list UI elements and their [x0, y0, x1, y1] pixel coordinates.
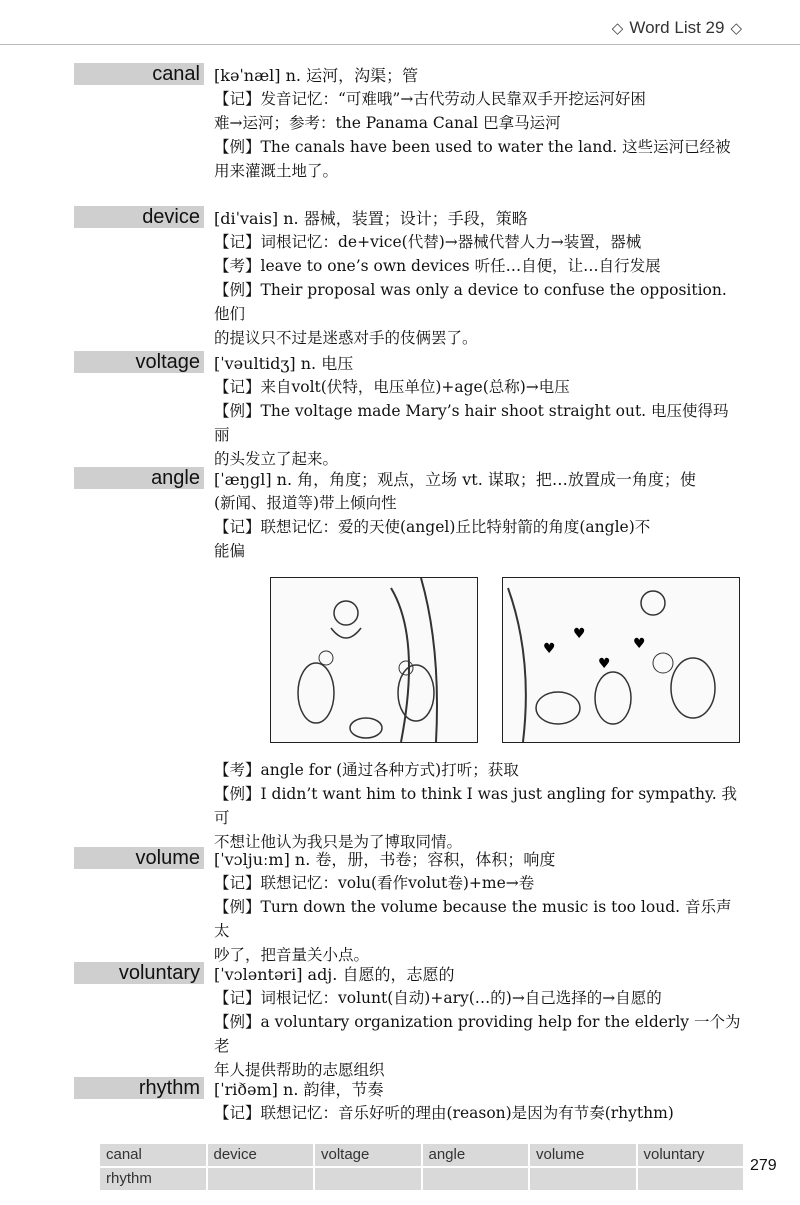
entry-line: 的提议只不过是迷惑对手的伎俩罢了。: [214, 329, 478, 347]
entry-line: 的头发立了起来。: [214, 450, 339, 468]
page-number: 279: [750, 1157, 777, 1174]
headword: canal: [152, 63, 200, 85]
entry-voltage: [0, 349, 800, 471]
cartoon-left-panel: [270, 577, 478, 743]
entry-line: 【例】a voluntary organization providing help for the elderly 一个为老: [214, 1013, 741, 1055]
entry-line: 不想让他认为我只是为了博取同情。: [214, 833, 463, 851]
header-divider: [0, 44, 800, 45]
pronunciation-definition: [ˈvɔləntəri] adj. 自愿的，志愿的: [214, 964, 455, 984]
word-bar: [74, 351, 204, 373]
svg-text:♥: ♥: [573, 626, 586, 642]
svg-text:♥: ♥: [633, 636, 646, 652]
entry-line: 用来灌溉土地了。: [214, 162, 339, 180]
pronunciation-definition: [kəˈnæl] n. 运河，沟渠；管: [214, 65, 419, 85]
headword: device: [142, 206, 200, 228]
footer-blank: [315, 1168, 421, 1190]
entry-canal: [0, 61, 800, 183]
word-bar: [74, 467, 204, 489]
diamond-arrows-icon: ◇: [730, 20, 742, 37]
footer-word: rhythm: [100, 1168, 206, 1190]
entry-line: 能偏: [214, 542, 246, 560]
headword: volume: [135, 847, 200, 869]
word-bar: [74, 847, 204, 869]
entry-line: (新闻、报道等)带上倾向性: [214, 494, 397, 512]
pronunciation-definition: [ˈriðəm] n. 韵律，节奏: [214, 1079, 384, 1099]
entry-line: 【记】来自volt(伏特，电压单位)+age(总称)→电压: [214, 378, 570, 396]
diamond-arrows-icon: ◇: [611, 20, 624, 37]
entry-voluntary: [0, 960, 800, 1082]
footer-blank: [208, 1168, 314, 1190]
footer-word: voltage: [315, 1144, 421, 1166]
word-bar: [74, 206, 204, 228]
entry-line: 【例】The canals have been used to water the land. 这些运河已经被: [214, 138, 731, 156]
entry-line: 【例】The voltage made Mary’s hair shoot straight out. 电压使得玛丽: [214, 402, 729, 444]
pronunciation-definition: [diˈvais] n. 器械，装置；设计；手段，策略: [214, 208, 528, 228]
entry-volume: [0, 845, 800, 967]
footer-word: device: [208, 1144, 314, 1166]
entry-line: 【考】angle for (通过各种方式)打听；获取: [214, 761, 519, 779]
svg-text:♥: ♥: [598, 656, 611, 672]
footer-word: canal: [100, 1144, 206, 1166]
entry-angle: [0, 465, 800, 563]
word-bar: [74, 1077, 204, 1099]
pronunciation-definition: [ˈvɔljuːm] n. 卷，册，书卷；容积，体积；响度: [214, 849, 556, 869]
entry-line: 难→运河；参考：the Panama Canal 巴拿马运河: [214, 114, 561, 132]
pronunciation-definition: [ˈæŋgl] n. 角，角度；观点，立场 vt. 谋取；把…放置成一角度；使: [214, 469, 696, 489]
footer-word-index: [100, 1144, 745, 1192]
entry-line: 【例】Their proposal was only a device to confuse the opposition. 他们: [214, 281, 727, 323]
headword: rhythm: [138, 1077, 200, 1099]
entry-line: 【记】词根记忆：volunt(自动)+ary(…的)→自己选择的→自愿的: [214, 989, 662, 1007]
entry-line: 吵了，把音量关小点。: [214, 946, 370, 964]
headword: voltage: [135, 351, 200, 373]
footer-word: angle: [423, 1144, 529, 1166]
headword: angle: [151, 467, 200, 489]
word-list-title: Word List 29: [629, 18, 725, 37]
footer-blank: [530, 1168, 636, 1190]
entry-line: 【例】I didn’t want him to think I was just angling for sympathy. 我可: [214, 785, 738, 827]
svg-text:♥: ♥: [543, 641, 556, 657]
entry-line: 年人提供帮助的志愿组织: [214, 1061, 385, 1079]
entry-line: 【记】发音记忆：“可难哦”→古代劳动人民靠双手开挖运河好困: [214, 90, 646, 108]
headword: voluntary: [118, 962, 200, 984]
entry-line: 【例】Turn down the volume because the music is too loud. 音乐声太: [214, 898, 732, 940]
cartoon-right-panel: [502, 577, 740, 743]
word-bar: [74, 63, 204, 85]
entry-device: [0, 204, 800, 350]
pronunciation-definition: [ˈvəultidʒ] n. 电压: [214, 353, 354, 373]
word-bar: [74, 962, 204, 984]
entry-line: 【记】联想记忆：爱的天使(angel)丘比特射箭的角度(angle)不: [214, 518, 651, 536]
footer-word: volume: [530, 1144, 636, 1166]
entry-line: 【考】leave to one’s own devices 听任…自便，让…自行发展: [214, 257, 661, 275]
entry-angle-continued: [0, 758, 800, 854]
footer-blank: [423, 1168, 529, 1190]
entry-line: 【记】联想记忆：音乐好听的理由(reason)是因为有节奏(rhythm): [214, 1104, 674, 1122]
cartoon-illustration: [270, 577, 740, 742]
page-header: [612, 18, 742, 38]
entry-line: 【记】联想记忆：volu(看作volut卷)+me→卷: [214, 874, 535, 892]
entry-line: 【记】词根记忆：de+vice(代替)→器械代替人力→装置，器械: [214, 233, 642, 251]
footer-blank: [638, 1168, 744, 1190]
entry-rhythm: [0, 1075, 800, 1125]
footer-word: voluntary: [638, 1144, 744, 1166]
